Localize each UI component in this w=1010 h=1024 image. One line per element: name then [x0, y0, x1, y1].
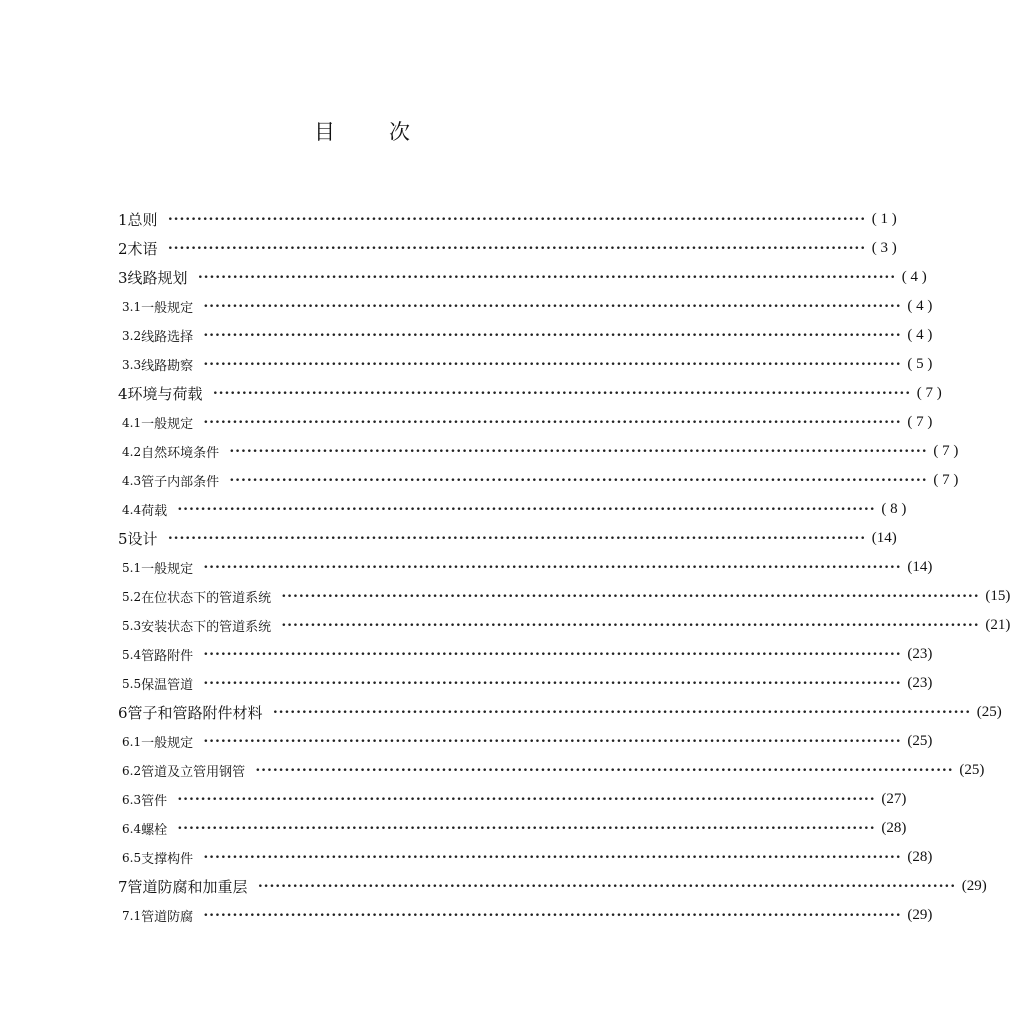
toc-section-entry[interactable] — [118, 408, 933, 437]
toc-entry-title: 管道及立管用钢管 — [141, 765, 246, 780]
dot-leader: •••••••••••••••••••••••••••••••••••••••••••••••••••••••••••••••••••••••••••••••••••••••••••••••••••••••••••••••••••••••• — [167, 243, 866, 254]
toc-entry-number: 5.1 — [122, 560, 142, 575]
toc-entry-title: 自然环境条件 — [141, 446, 220, 461]
toc-entry-number: 7 — [118, 877, 128, 896]
toc-entry-page: ( 4 ) — [901, 269, 927, 285]
toc-section-entry[interactable] — [118, 611, 1010, 640]
dot-leader: •••••••••••••••••••••••••••••••••••••••••••••••••••••••••••••••••••••••••••••••••••••••••••••••••••••••••••••••••••••••• — [281, 591, 980, 602]
toc-entry-page: (29) — [907, 907, 933, 923]
toc-entry-title: 设计 — [127, 530, 158, 548]
toc-entry-title: 环境与荷载 — [127, 385, 203, 403]
toc-entry-page: (23) — [907, 675, 933, 691]
toc-section-entry[interactable] — [118, 553, 933, 582]
toc-entry-number: 7.1 — [122, 908, 142, 923]
toc-chapter-entry[interactable] — [118, 234, 897, 263]
toc-entry-page: ( 1 ) — [871, 211, 897, 227]
title-char-2: 次 — [389, 120, 410, 144]
toc-chapter-entry[interactable] — [118, 205, 897, 234]
toc-entry-page: (28) — [881, 820, 907, 836]
toc-section-entry[interactable] — [118, 814, 907, 843]
toc-chapter-entry[interactable] — [118, 872, 987, 901]
toc-section-entry[interactable] — [118, 640, 933, 669]
toc-entry-page: (25) — [976, 704, 1002, 720]
toc-entry-number: 6.3 — [122, 792, 142, 807]
toc-entry-page: (25) — [907, 733, 933, 749]
toc-entry-number: 6 — [118, 703, 128, 722]
toc-entry-number: 6.5 — [122, 850, 142, 865]
dot-leader: •••••••••••••••••••••••••••••••••••••••••••••••••••••••••••••••••••••••••••••••••••••••••••••••••••••••••••••••••••••••• — [203, 417, 902, 428]
toc-entry-number: 6.1 — [122, 734, 142, 749]
toc-entry-page: ( 8 ) — [881, 501, 907, 517]
toc-entry-title: 荷载 — [141, 504, 168, 519]
dot-leader: •••••••••••••••••••••••••••••••••••••••••••••••••••••••••••••••••••••••••••••••••••••••••••••••••••••••••••••••••••••••• — [272, 707, 971, 718]
dot-leader: •••••••••••••••••••••••••••••••••••••••••••••••••••••••••••••••••••••••••••••••••••••••••••••••••••••••••••••••••••••••• — [203, 910, 902, 921]
dot-leader: •••••••••••••••••••••••••••••••••••••••••••••••••••••••••••••••••••••••••••••••••••••••••••••••••••••••••••••••••••••••• — [177, 823, 876, 834]
toc-entry-title: 术语 — [127, 240, 158, 258]
toc-entry-title: 支撑构件 — [141, 852, 194, 867]
toc-entry-page: ( 7 ) — [933, 443, 959, 459]
toc-section-entry[interactable] — [118, 466, 959, 495]
toc-section-entry[interactable] — [118, 437, 959, 466]
dot-leader: •••••••••••••••••••••••••••••••••••••••••••••••••••••••••••••••••••••••••••••••••••••••••••••••••••••••••••••••••••••••• — [257, 881, 956, 892]
dot-leader: •••••••••••••••••••••••••••••••••••••••••••••••••••••••••••••••••••••••••••••••••••••••••••••••••••••••••••••••••••••••• — [203, 359, 902, 370]
toc-entry-page: (28) — [907, 849, 933, 865]
dot-leader: •••••••••••••••••••••••••••••••••••••••••••••••••••••••••••••••••••••••••••••••••••••••••••••••••••••••••••••••••••••••• — [167, 533, 866, 544]
toc-entry-page: ( 7 ) — [933, 472, 959, 488]
toc-entry-title: 保温管道 — [141, 678, 194, 693]
toc-entry-number: 3.1 — [122, 299, 142, 314]
toc-entry-page: ( 3 ) — [871, 240, 897, 256]
toc-entry-title: 管道防腐和加重层 — [127, 878, 248, 896]
toc-entry-page: (27) — [881, 791, 907, 807]
toc-entry-title: 线路勘察 — [141, 359, 194, 374]
toc-section-entry[interactable] — [118, 785, 907, 814]
toc-entry-title: 螺栓 — [141, 823, 168, 838]
dot-leader: •••••••••••••••••••••••••••••••••••••••••••••••••••••••••••••••••••••••••••••••••••••••••••••••••••••••••••••••••••••••• — [281, 620, 980, 631]
toc-entry-number: 6.2 — [122, 763, 142, 778]
page-title — [0, 116, 724, 146]
toc-entry-title: 管道防腐 — [141, 910, 194, 925]
toc-section-entry[interactable] — [118, 321, 933, 350]
toc-entry-number: 5.3 — [122, 618, 142, 633]
toc-entry-number: 5.5 — [122, 676, 142, 691]
toc-entry-page: ( 5 ) — [907, 356, 933, 372]
toc-section-entry[interactable] — [118, 901, 933, 930]
toc-entry-title: 线路选择 — [141, 330, 194, 345]
toc-entry-page: (21) — [985, 617, 1010, 633]
toc-entry-title: 管路附件 — [141, 649, 194, 664]
toc-section-entry[interactable] — [118, 669, 933, 698]
toc-entry-page: (25) — [959, 762, 985, 778]
toc-entry-number: 3 — [118, 268, 128, 287]
toc-entry-number: 3.3 — [122, 357, 142, 372]
toc-chapter-entry[interactable] — [118, 379, 942, 408]
toc-entry-page: (23) — [907, 646, 933, 662]
toc-entry-title: 管子内部条件 — [141, 475, 220, 490]
table-of-contents — [118, 205, 1010, 930]
toc-chapter-entry[interactable] — [118, 698, 1002, 727]
toc-entry-title: 一般规定 — [141, 736, 194, 751]
toc-section-entry[interactable] — [118, 582, 1010, 611]
toc-entry-page: ( 7 ) — [907, 414, 933, 430]
toc-chapter-entry[interactable] — [118, 263, 927, 292]
toc-entry-number: 4.1 — [122, 415, 142, 430]
toc-entry-number: 4 — [118, 384, 128, 403]
toc-entry-number: 3.2 — [122, 328, 142, 343]
toc-section-entry[interactable] — [118, 292, 933, 321]
dot-leader: •••••••••••••••••••••••••••••••••••••••••••••••••••••••••••••••••••••••••••••••••••••••••••••••••••••••••••••••••••••••• — [229, 446, 928, 457]
toc-entry-title: 一般规定 — [141, 417, 194, 432]
toc-entry-page: (14) — [871, 530, 897, 546]
toc-entry-page: ( 4 ) — [907, 327, 933, 343]
dot-leader: •••••••••••••••••••••••••••••••••••••••••••••••••••••••••••••••••••••••••••••••••••••••••••••••••••••••••••••••••••••••• — [167, 214, 866, 225]
toc-entry-page: (29) — [961, 878, 987, 894]
dot-leader: •••••••••••••••••••••••••••••••••••••••••••••••••••••••••••••••••••••••••••••••••••••••••••••••••••••••••••••••••••••••• — [255, 765, 954, 776]
toc-section-entry[interactable] — [118, 756, 985, 785]
toc-entry-page: ( 7 ) — [916, 385, 942, 401]
dot-leader: •••••••••••••••••••••••••••••••••••••••••••••••••••••••••••••••••••••••••••••••••••••••••••••••••••••••••••••••••••••••• — [203, 736, 902, 747]
dot-leader: •••••••••••••••••••••••••••••••••••••••••••••••••••••••••••••••••••••••••••••••••••••••••••••••••••••••••••••••••••••••• — [203, 678, 902, 689]
toc-entry-number: 4.2 — [122, 444, 142, 459]
dot-leader: •••••••••••••••••••••••••••••••••••••••••••••••••••••••••••••••••••••••••••••••••••••••••••••••••••••••••••••••••••••••• — [177, 504, 876, 515]
dot-leader: •••••••••••••••••••••••••••••••••••••••••••••••••••••••••••••••••••••••••••••••••••••••••••••••••••••••••••••••••••••••• — [203, 301, 902, 312]
dot-leader: •••••••••••••••••••••••••••••••••••••••••••••••••••••••••••••••••••••••••••••••••••••••••••••••••••••••••••••••••••••••• — [203, 852, 902, 863]
toc-entry-number: 1 — [118, 210, 128, 229]
toc-entry-page: ( 4 ) — [907, 298, 933, 314]
toc-chapter-entry[interactable] — [118, 524, 897, 553]
toc-entry-title: 线路规划 — [127, 269, 188, 287]
toc-entry-number: 5.4 — [122, 647, 142, 662]
toc-entry-page: (14) — [907, 559, 933, 575]
toc-section-entry[interactable] — [118, 495, 907, 524]
toc-entry-title: 一般规定 — [141, 301, 194, 316]
dot-leader: •••••••••••••••••••••••••••••••••••••••••••••••••••••••••••••••••••••••••••••••••••••••••••••••••••••••••••••••••••••••• — [177, 794, 876, 805]
dot-leader: •••••••••••••••••••••••••••••••••••••••••••••••••••••••••••••••••••••••••••••••••••••••••••••••••••••••••••••••••••••••• — [229, 475, 928, 486]
toc-entry-number: 4.3 — [122, 473, 142, 488]
toc-entry-title: 管子和管路附件材料 — [127, 704, 263, 722]
toc-entry-title: 总则 — [127, 211, 158, 229]
toc-section-entry[interactable] — [118, 727, 933, 756]
toc-entry-number: 2 — [118, 239, 128, 258]
title-char-1: 目 — [314, 120, 335, 144]
toc-entry-number: 6.4 — [122, 821, 142, 836]
toc-entry-number: 4.4 — [122, 502, 142, 517]
toc-entry-title: 管件 — [141, 794, 168, 809]
toc-entry-title: 在位状态下的管道系统 — [141, 591, 272, 606]
toc-entry-page: (15) — [985, 588, 1010, 604]
dot-leader: •••••••••••••••••••••••••••••••••••••••••••••••••••••••••••••••••••••••••••••••••••••••••••••••••••••••••••••••••••••••• — [203, 330, 902, 341]
dot-leader: •••••••••••••••••••••••••••••••••••••••••••••••••••••••••••••••••••••••••••••••••••••••••••••••••••••••••••••••••••••••• — [212, 388, 911, 399]
dot-leader: •••••••••••••••••••••••••••••••••••••••••••••••••••••••••••••••••••••••••••••••••••••••••••••••••••••••••••••••••••••••• — [203, 562, 902, 573]
toc-entry-title: 安装状态下的管道系统 — [141, 620, 272, 635]
toc-entry-number: 5.2 — [122, 589, 142, 604]
toc-section-entry[interactable] — [118, 843, 933, 872]
dot-leader: •••••••••••••••••••••••••••••••••••••••••••••••••••••••••••••••••••••••••••••••••••••••••••••••••••••••••••••••••••••••• — [197, 272, 896, 283]
dot-leader: •••••••••••••••••••••••••••••••••••••••••••••••••••••••••••••••••••••••••••••••••••••••••••••••••••••••••••••••••••••••• — [203, 649, 902, 660]
toc-entry-title: 一般规定 — [141, 562, 194, 577]
toc-section-entry[interactable] — [118, 350, 933, 379]
toc-entry-number: 5 — [118, 529, 128, 548]
